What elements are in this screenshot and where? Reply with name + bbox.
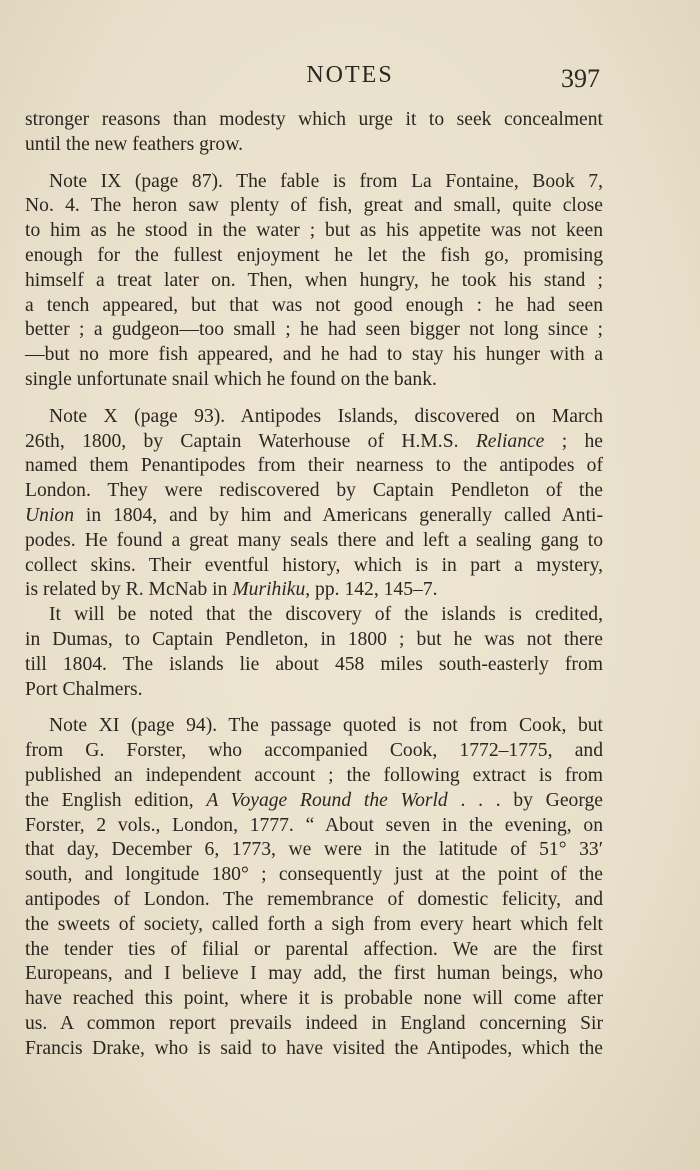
page-header: [0, 62, 700, 96]
text-line: Union in 1804, and by him and Americans generally called Anti-: [25, 504, 603, 526]
text-line: that day, December 6, 1773, we were in the latitude of 51° 33′: [25, 839, 603, 861]
text-line: London. They were rediscovered by Captain Pendleton of the: [25, 480, 603, 502]
text-line: Note XI (page 94). The passage quoted is not from Cook, but: [49, 715, 603, 737]
text-line: collect skins. Their eventful history, which is in part a mystery,: [25, 554, 603, 576]
text-line: named them Penantipodes from their nearness to the antipodes of: [25, 455, 603, 477]
text-line: south, and longitude 180° ; consequently just at the point of the: [25, 864, 603, 886]
page-number: 397: [561, 64, 600, 93]
text-line: from G. Forster, who accompanied Cook, 1772–1775, and: [25, 740, 603, 762]
text-line: No. 4. The heron saw plenty of fish, great and small, quite close: [25, 195, 603, 217]
text-line: the tender ties of filial or parental affection. We are the first: [25, 938, 603, 960]
paragraph-note-xi: [25, 714, 603, 1061]
text-line: the sweets of society, called forth a sigh from every heart which felt: [25, 913, 603, 935]
text-line: better ; a gudgeon—too small ; he had seen bigger not long since ;: [25, 319, 603, 341]
text-line: enough for the fullest enjoyment he let the fish go, promising: [25, 244, 603, 266]
text-line: 26th, 1800, by Captain Waterhouse of H.M.S. Reliance ; he: [25, 430, 603, 452]
text-line: until the new feathers grow.: [25, 133, 243, 155]
text-line: single unfortunate snail which he found on the bank.: [25, 368, 437, 390]
text-line: the English edition, A Voyage Round the World . . . by George: [25, 789, 603, 811]
text-line: to him as he stood in the water ; but as his appetite was not keen: [25, 220, 603, 242]
paragraph-note-ix: [25, 170, 603, 393]
text-line: Port Chalmers.: [25, 678, 143, 700]
text-line: antipodes of London. The remembrance of domestic felicity, and: [25, 888, 603, 910]
text-line: have reached this point, where it is probable none will come after: [25, 988, 603, 1010]
text-line: a tench appeared, but that was not good enough : he had seen: [25, 294, 603, 316]
text-line: in Dumas, to Captain Pendleton, in 1800 ; but he was not there: [25, 628, 603, 650]
text-line: published an independent account ; the following extract is from: [25, 764, 603, 786]
text-line: himself a treat later on. Then, when hungry, he took his stand ;: [25, 269, 603, 291]
page-body: [25, 108, 603, 1061]
text-line: Note X (page 93). Antipodes Islands, discovered on March: [49, 405, 603, 427]
text-line: Francis Drake, who is said to have visited the Antipodes, which the: [25, 1037, 603, 1059]
text-line: Note IX (page 87). The fable is from La Fontaine, Book 7,: [49, 170, 603, 192]
text-line: is related by R. McNab in Murihiku, pp. 142, 145–7.: [25, 579, 438, 601]
text-line: —but no more fish appeared, and he had to stay his hunger with a: [25, 344, 603, 366]
italic-title: A Voyage Round the World: [206, 789, 448, 811]
text-line: Europeans, and I believe I may add, the first human beings, who: [25, 963, 603, 985]
text-line: Forster, 2 vols., London, 1777. “ About seven in the evening, on: [25, 814, 603, 836]
italic-title: Reliance: [475, 430, 545, 452]
paragraph-continuation: [25, 108, 603, 158]
italic-title: Murihiku: [232, 579, 306, 601]
text-line: podes. He found a great many seals there and left a sealing gang to: [25, 529, 603, 551]
paragraph-note-x: [25, 405, 603, 603]
text-line: till 1804. The islands lie about 458 miles south-easterly from: [25, 653, 603, 675]
text-line: us. A common report prevails indeed in England concerning Sir: [25, 1012, 603, 1034]
running-head: NOTES: [306, 62, 394, 88]
italic-title: Union: [25, 504, 74, 526]
text-line: It will be noted that the discovery of the islands is credited,: [49, 604, 603, 626]
text-line: stronger reasons than modesty which urge it to seek concealment: [25, 109, 603, 130]
paragraph-note-x-continued: [25, 603, 603, 702]
